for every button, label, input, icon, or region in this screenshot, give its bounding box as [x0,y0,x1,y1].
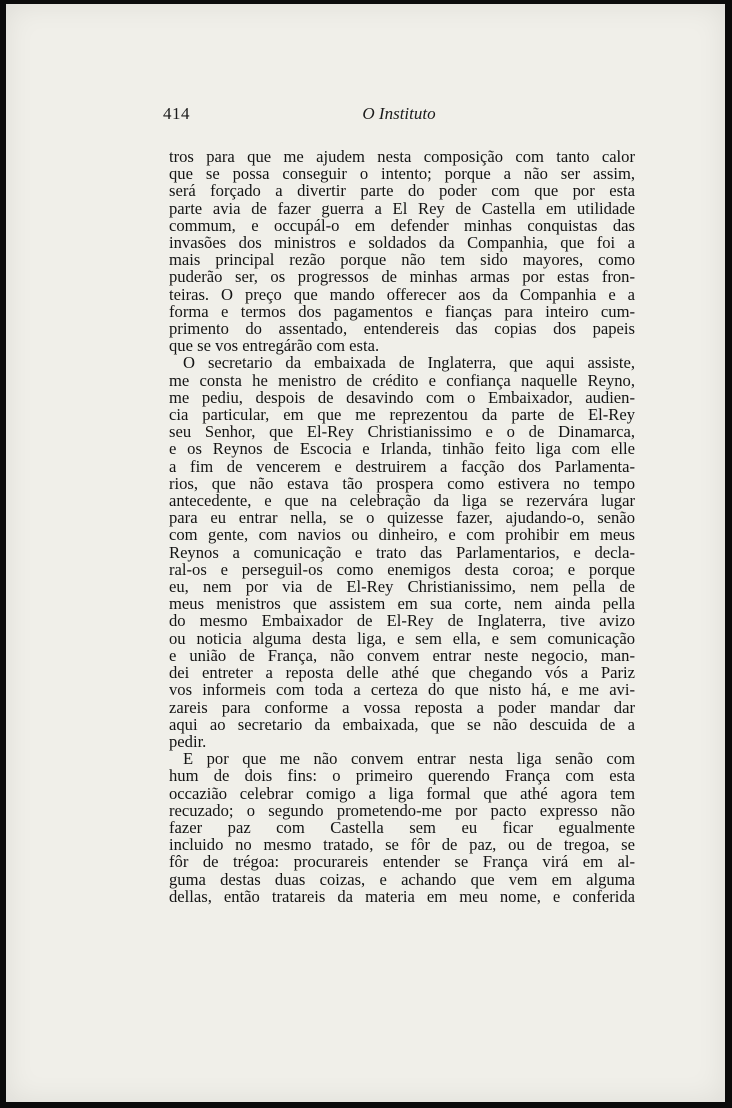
text-line: cia particular, em que me reprezentou da parte de El-Rey [169,405,635,425]
text-line: recuzado; o segundo prometendo-me por pacto expresso não [169,800,635,820]
text-line: será forçado a divertir parte do poder com que por esta [169,181,635,201]
page-title: O Instituto [362,104,436,123]
text-line: fazer paz com Castella sem eu ficar egualmente [169,817,635,837]
text-line: mais principal rezão porque não tem sido mayores, como [169,250,635,270]
page-number: 414 [163,104,190,123]
text-line: parte avia de fazer guerra a El Rey de Castella em utilidade [169,198,635,218]
text-line: aqui ao secretario da embaixada, que se não descuida de a [169,714,635,734]
text-line: eu, nem por via de El-Rey Christianissimo, nem pella de [169,577,635,597]
text-line: para eu entrar nella, se o quizesse fazer, ajudando-o, senão [169,508,635,528]
text-line: occazião celebrar comigo a liga formal que athé agora tem [169,783,635,803]
text-line: dellas, então tratareis da materia em meu nome, e conferida [169,886,635,906]
text-line: me consta he menistro de crédito e confiança naquelle Reyno, [169,370,635,390]
text-line: primento do assentado, entendereis das copias dos papeis [169,319,635,339]
paragraph-start: O secretario da embaixada de Inglaterra, que aqui assiste, [183,353,635,373]
text-line: ral-os e perseguil-os como enemigos desta coroa; e porque [169,559,635,579]
text-line: hum de dois fins: o primeiro querendo França com esta [169,766,635,786]
book-page [6,4,725,1102]
text-line: antecedente, e que na celebração da liga se rezervára lugar [169,491,635,511]
text-line: rios, que não estava tão prospera como estivera no tempo [169,473,635,493]
text-line: vos informeis com toda a certeza do que nisto há, e me avi- [169,680,635,700]
text-line: ou noticia alguma desta liga, e sem ella, e sem comunicação [169,628,635,648]
text-line: meus menistros que assistem em sua corte, nem ainda pella [169,594,635,614]
text-line: tros para que me ajudem nesta composição com tanto calor [169,147,635,166]
text-line: incluido no mesmo tratado, se fôr de paz, ou de tregoa, se [169,835,635,855]
text-line: me pediu, despois de desavindo com o Embaixador, audien- [169,387,635,407]
text-line: que se vos entregárão com esta. [169,336,380,356]
text-line: dei entreter a reposta delle athé que chegando vós a Pariz [169,663,635,683]
text-line: guma destas duas coizas, e achando que vem em alguma [169,869,635,889]
text-line: zareis para conforme a vossa reposta a poder mandar dar [169,697,635,717]
text-line: e os Reynos de Escocia e Irlanda, tinhão feito liga com elle [169,439,635,459]
text-line: seu Senhor, que El-Rey Christianissimo e o de Dinamarca, [169,422,635,442]
text-line: a fim de vencerem e destruirem a facção dos Parlamenta- [169,456,635,476]
text-line: que se possa conseguir o intento; porque a não ser assim, [169,164,635,184]
text-line: pedir. [169,731,207,751]
text-line: do mesmo Embaixador de El-Rey de Inglaterra, tive avizo [169,611,635,631]
running-head [163,104,635,128]
paragraph-start: E por que me não convem entrar nesta liga senão com [183,749,635,769]
text-line: teiras. O preço que mando offerecer aos da Companhia e a [169,284,635,304]
text-line: Reynos a comunicação e trato das Parlamentarios, e decla- [169,542,635,562]
text-line: commum, e occupál-o em defender minhas conquistas das [169,215,635,235]
text-line: com gente, com navios ou dinheiro, e com prohibir em meus [169,525,635,545]
text-line: forma e termos dos pagamentos e fianças para inteiro cum- [169,301,635,321]
text-line: puderão ser, os progressos de minhas armas por estas fron- [169,267,635,287]
text-line: e união de França, não convem entrar neste negocio, man- [169,645,635,665]
body-text [169,148,635,905]
text-line: invasões dos ministros e soldados da Companhia, que foi a [169,233,635,253]
text-line: fôr de trégoa: procurareis entender se França virá em al- [169,852,635,872]
